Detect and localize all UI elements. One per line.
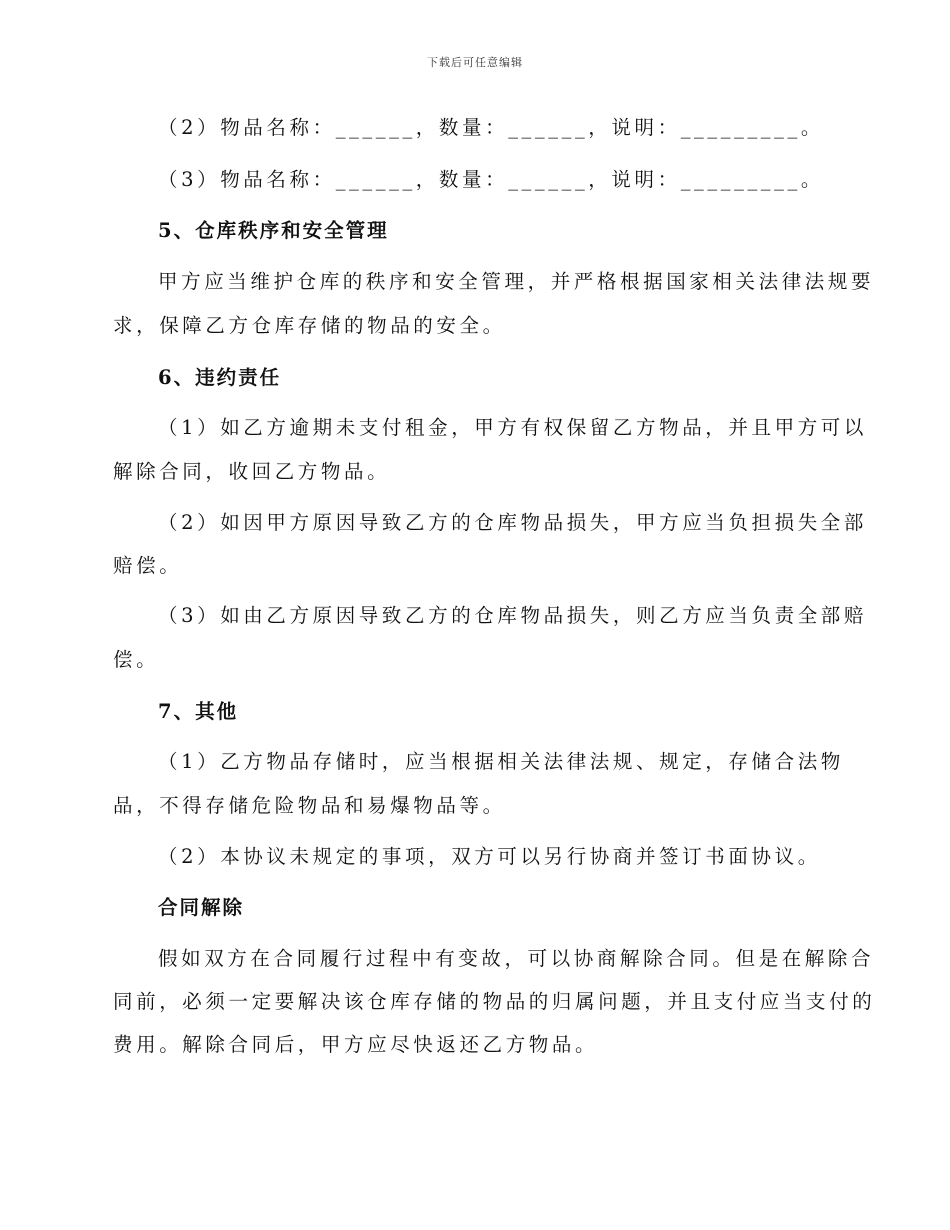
item-line-3: （3）物品名称：______，数量：______，说明：_________。 — [158, 168, 824, 191]
paragraph-line: （2）本协议未规定的事项，双方可以另行协商并签订书面协议。 — [158, 845, 821, 868]
paragraph-line: （1）如乙方逾期未支付租金，甲方有权保留乙方物品，并且甲方可以 — [158, 416, 868, 439]
paragraph-line: （3）如由乙方原因导致乙方的仓库物品损失，则乙方应当负责全部赔 — [158, 604, 868, 627]
paragraph-line: 偿。 — [113, 648, 160, 671]
section-heading-6: 6、违约责任 — [158, 366, 282, 389]
paragraph-line: 品，不得存储危险物品和易爆物品等。 — [113, 794, 506, 817]
paragraph-line: 求，保障乙方仓库存储的物品的安全。 — [113, 314, 506, 337]
paragraph-line: 费用。解除合同后，甲方应尽快返还乙方物品。 — [113, 1033, 599, 1056]
section-heading-5: 5、仓库秩序和安全管理 — [158, 219, 389, 242]
item-line-2: （2）物品名称：______，数量：______，说明：_________。 — [158, 116, 824, 139]
paragraph-line: 解除合同，收回乙方物品。 — [113, 460, 391, 483]
paragraph-line: （2）如因甲方原因导致乙方的仓库物品损失，甲方应当负担损失全部 — [158, 511, 868, 534]
section-heading-7: 7、其他 — [158, 700, 239, 723]
paragraph-line: 赔偿。 — [113, 554, 183, 577]
paragraph-line: 甲方应当维护仓库的秩序和安全管理，并严格根据国家相关法律法规要 — [158, 270, 875, 293]
page-header: 下载后可任意编辑 — [427, 56, 523, 69]
paragraph-line: 假如双方在合同履行过程中有变故，可以协商解除合同。但是在解除合 — [158, 947, 875, 970]
section-heading-termination: 合同解除 — [158, 896, 245, 919]
paragraph-line: 同前，必须一定要解决该仓库存储的物品的归属问题，并且支付应当支付的 — [113, 990, 876, 1013]
paragraph-line: （1）乙方物品存储时，应当根据相关法律法规、规定，存储合法物 — [158, 750, 844, 773]
